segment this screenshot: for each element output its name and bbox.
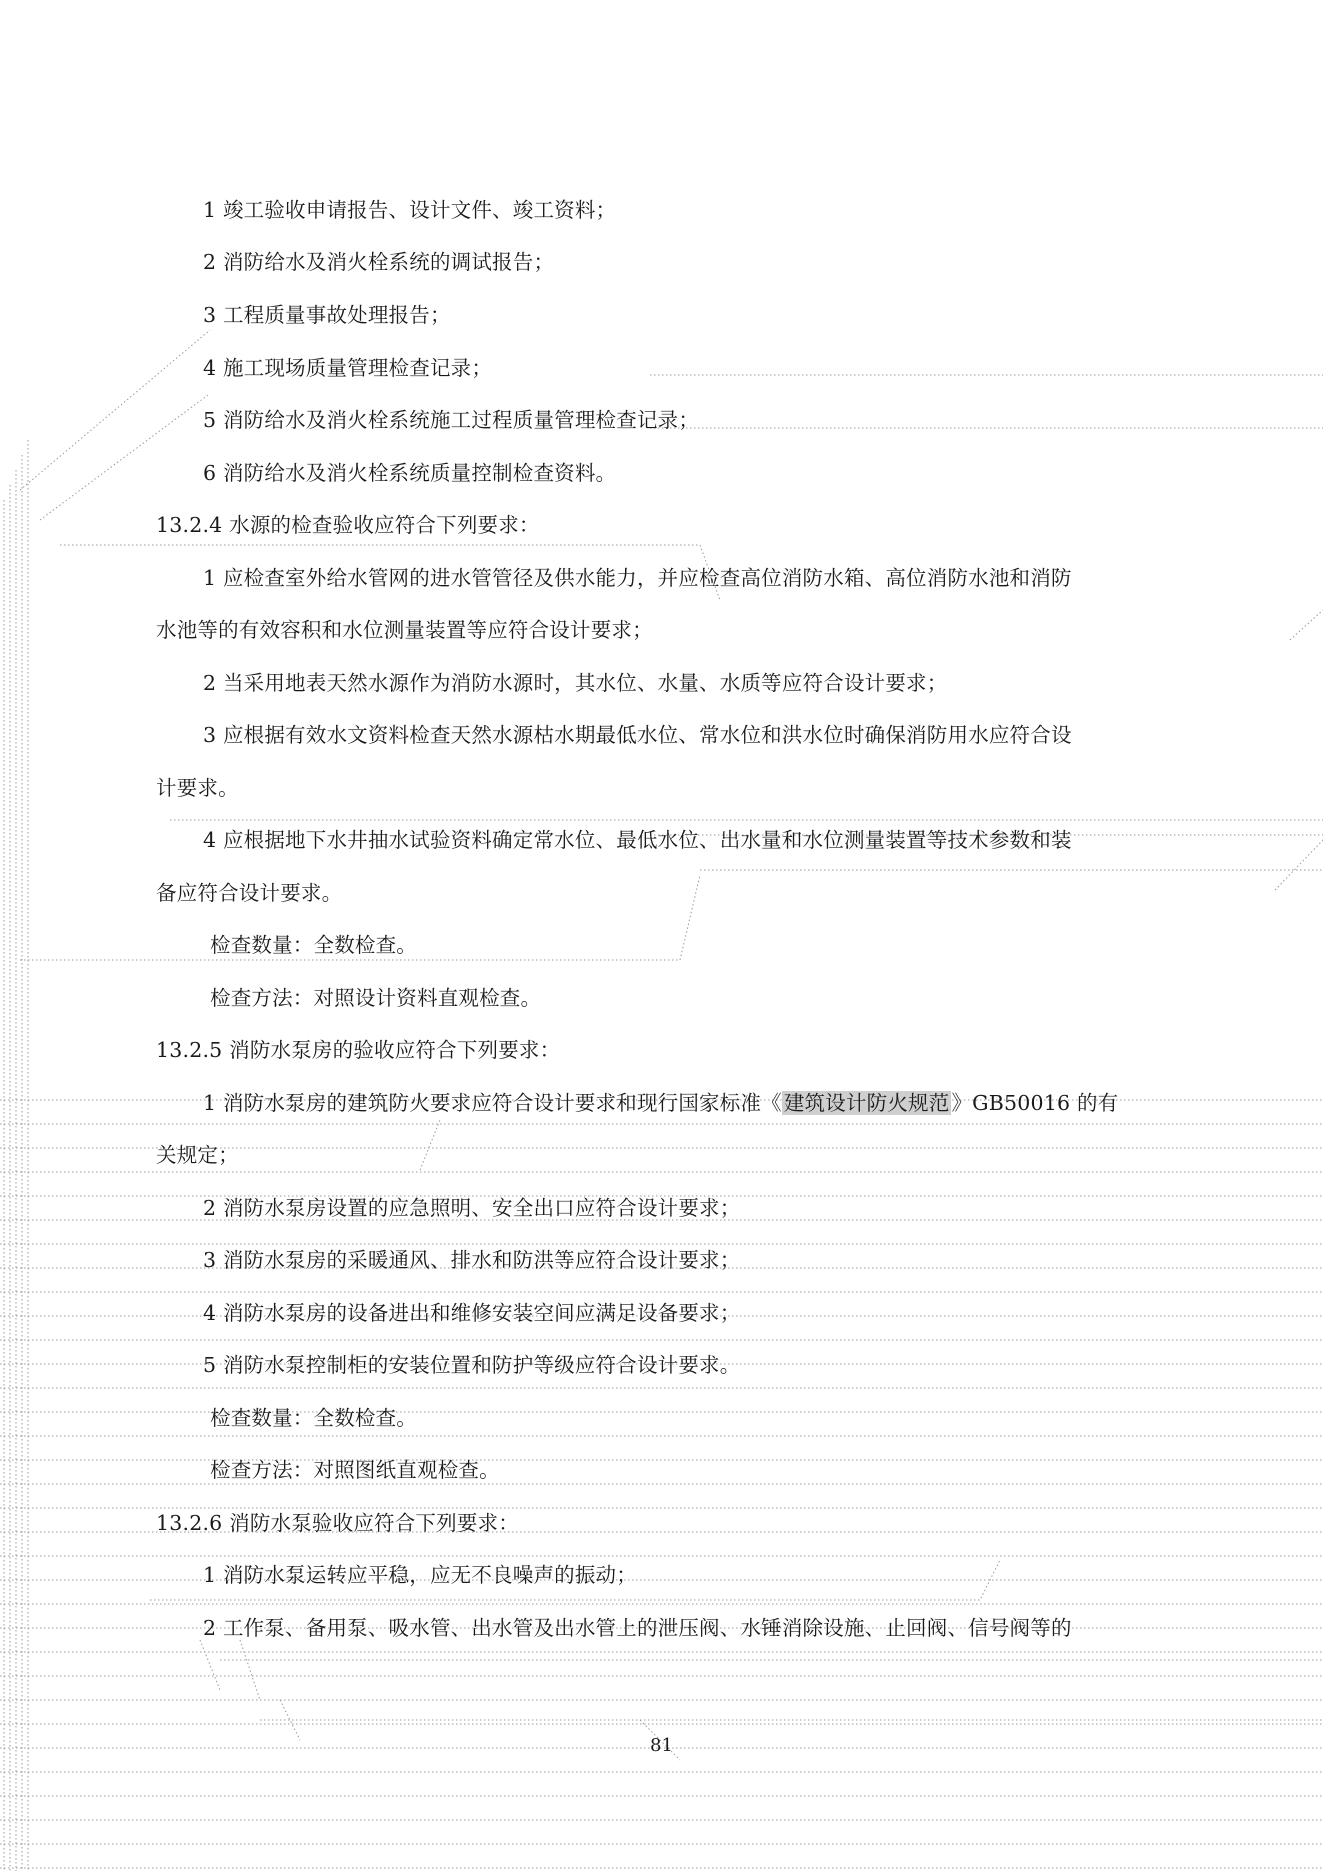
list-item [0, 353, 1323, 383]
inspection-quantity [0, 1403, 1323, 1433]
line-text: 13.2.5 消防水泵房的验收应符合下列要求： [156, 1038, 561, 1062]
section-heading [0, 1035, 1323, 1065]
list-item [0, 825, 1323, 855]
list-item [0, 563, 1323, 593]
line-text: 备应符合设计要求。 [156, 881, 343, 905]
list-item [0, 1560, 1323, 1590]
paragraph-continuation [0, 773, 1323, 803]
line-text: 2 工作泵、备用泵、吸水管、出水管及出水管上的泄压阀、水锤消除设施、止回阀、信号阀等的 [203, 1616, 1072, 1640]
inspection-quantity [0, 930, 1323, 960]
list-item [0, 1613, 1323, 1643]
list-item [0, 1245, 1323, 1275]
paragraph-continuation [0, 1140, 1323, 1170]
line-text: 检查数量：全数检查。 [210, 1406, 417, 1430]
list-item [0, 1088, 1323, 1118]
list-item [0, 668, 1323, 698]
line-text: 2 消防水泵房设置的应急照明、安全出口应符合设计要求； [203, 1196, 741, 1220]
highlighted-standard-name: 建筑设计防火规范 [783, 1091, 950, 1115]
line-text-post: 》GB50016 的有 [951, 1091, 1119, 1115]
list-item [0, 720, 1323, 750]
line-text: 5 消防水泵控制柜的安装位置和防护等级应符合设计要求。 [203, 1353, 741, 1377]
line-text: 检查方法：对照设计资料直观检查。 [210, 986, 542, 1010]
list-item [0, 247, 1323, 277]
paragraph-continuation [0, 615, 1323, 645]
list-item [0, 1350, 1323, 1380]
line-text: 2 当采用地表天然水源作为消防水源时，其水位、水量、水质等应符合设计要求； [203, 671, 948, 695]
list-item [0, 300, 1323, 330]
list-item [0, 1298, 1323, 1328]
line-text: 计要求。 [156, 776, 239, 800]
line-text: 4 消防水泵房的设备进出和维修安装空间应满足设备要求； [203, 1301, 741, 1325]
line-text: 检查数量：全数检查。 [210, 933, 417, 957]
line-text: 关规定； [156, 1143, 239, 1167]
section-heading [0, 510, 1323, 540]
line-text: 1 应检查室外给水管网的进水管管径及供水能力，并应检查高位消防水箱、高位消防水池和消防 [203, 566, 1072, 590]
line-text: 水池等的有效容积和水位测量装置等应符合设计要求； [156, 618, 653, 642]
line-text: 1 竣工验收申请报告、设计文件、竣工资料； [203, 198, 617, 222]
inspection-method [0, 983, 1323, 1013]
section-heading [0, 1508, 1323, 1538]
line-text-pre: 1 消防水泵房的建筑防火要求应符合设计要求和现行国家标准《 [203, 1091, 782, 1115]
line-text: 13.2.6 消防水泵验收应符合下列要求： [156, 1511, 519, 1535]
list-item [0, 405, 1323, 435]
list-item [0, 195, 1323, 225]
line-text: 3 应根据有效水文资料检查天然水源枯水期最低水位、常水位和洪水位时确保消防用水应符合设 [203, 723, 1072, 747]
list-item [0, 1193, 1323, 1223]
line-text: 3 消防水泵房的采暖通风、排水和防洪等应符合设计要求； [203, 1248, 741, 1272]
list-item [0, 458, 1323, 488]
line-text: 检查方法：对照图纸直观检查。 [210, 1458, 500, 1482]
line-text: 6 消防给水及消火栓系统质量控制检查资料。 [203, 461, 617, 485]
line-text: 1 消防水泵运转应平稳，应无不良噪声的振动； [203, 1563, 637, 1587]
line-text: 3 工程质量事故处理报告； [203, 303, 451, 327]
line-text: 4 施工现场质量管理检查记录； [203, 356, 493, 380]
paragraph-continuation [0, 878, 1323, 908]
inspection-method [0, 1455, 1323, 1485]
line-text: 4 应根据地下水井抽水试验资料确定常水位、最低水位、出水量和水位测量装置等技术参数和装 [203, 828, 1072, 852]
line-text: 5 消防给水及消火栓系统施工过程质量管理检查记录； [203, 408, 700, 432]
page-number: 81 [650, 1735, 673, 1756]
line-text: 13.2.4 水源的检查验收应符合下列要求： [156, 513, 540, 537]
line-text [203, 1088, 1118, 1118]
line-text: 2 消防给水及消火栓系统的调试报告； [203, 250, 555, 274]
